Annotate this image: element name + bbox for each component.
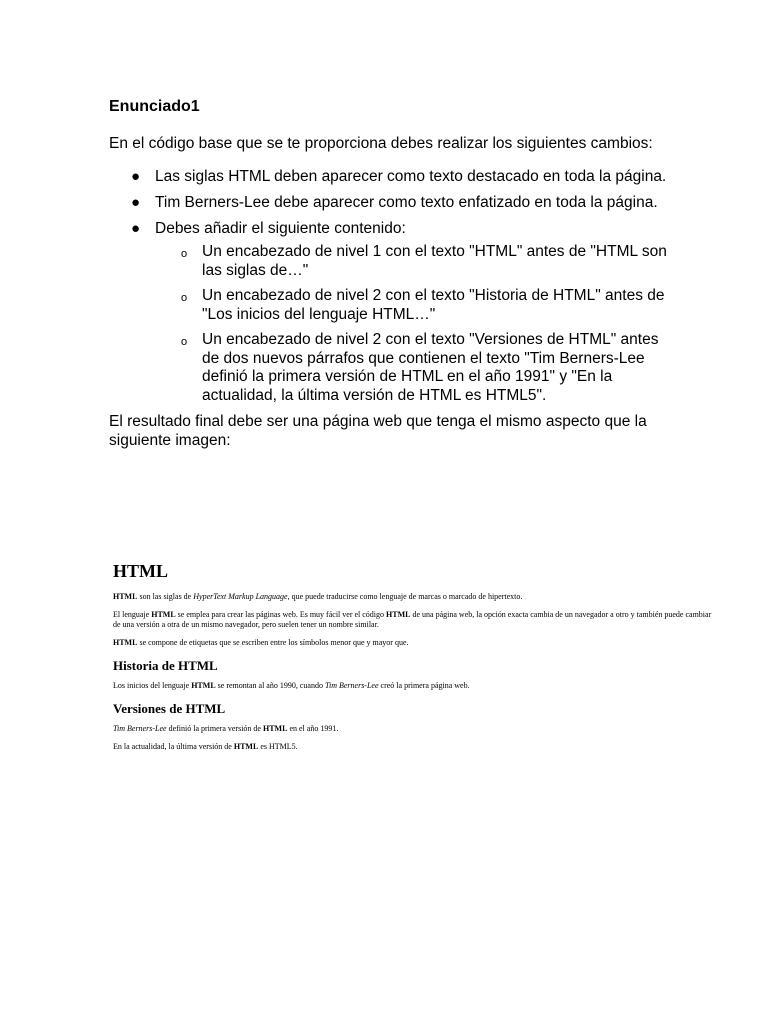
bullet-icon: ● (131, 168, 141, 185)
preview-italic-text: HyperText Markup Language (193, 592, 288, 601)
preview-text: es HTML5. (258, 742, 298, 751)
preview-paragraph (113, 610, 713, 630)
preview-text: de una página web, la opción exacta cambia de un navegador a otro y también puede cambiar de una versión a otra de un mismo navegador, pero suelen tener un nombre similar. (113, 610, 712, 629)
sub-list-item-text: Un encabezado de nivel 2 con el texto "Historia de HTML" antes de "Los inicios del lenguaje HTML…" (202, 287, 665, 323)
preview-italic-text: Tim Berners-Lee (324, 681, 379, 690)
preview-heading-2: Historia de HTML (113, 658, 218, 673)
circle-bullet-icon: o (181, 336, 188, 348)
preview-text: se compone de etiquetas que se escriben entre los símbolos menor que y mayor que. (137, 638, 409, 647)
preview-bold-text: HTML (113, 638, 138, 647)
preview-text: son las siglas de (137, 592, 194, 601)
preview-italic-text: Tim Berners-Lee (113, 724, 167, 733)
result-preview-image (113, 560, 713, 760)
bullet-icon: ● (131, 194, 141, 211)
instructions-document (109, 96, 669, 450)
requirements-list (109, 167, 669, 405)
preview-heading-1: HTML (113, 561, 169, 581)
bullet-icon: ● (131, 220, 141, 237)
outro-paragraph: El resultado final debe ser una página web que tenga el mismo aspecto que la siguiente imagen: (109, 413, 647, 449)
preview-paragraph (113, 592, 713, 602)
preview-bold-text: HTML (262, 724, 288, 733)
preview-bold-text: HTML (191, 681, 216, 690)
preview-paragraph (113, 681, 713, 691)
document-title: Enunciado1 (109, 98, 200, 115)
preview-text: Los inicios del lenguaje (113, 681, 192, 690)
preview-paragraph (113, 638, 713, 648)
preview-text: , que puede traducirse como lenguaje de marcas o marcado de hipertexto. (287, 592, 523, 601)
preview-text: En la actualidad, la última versión de (113, 742, 234, 751)
sub-list-item (155, 287, 669, 324)
list-item-text: Tim Berners-Lee debe aparecer como texto enfatizado en toda la página. (155, 194, 658, 211)
preview-text: se remontan al año 1990, cuando (215, 681, 325, 690)
preview-text: creó la primera página web. (378, 681, 470, 690)
sub-list-item (155, 331, 669, 405)
preview-bold-text: HTML (113, 592, 138, 601)
intro-paragraph: En el código base que se te proporciona debes realizar los siguientes cambios: (109, 135, 653, 152)
preview-text: definió la primera versión de (166, 724, 263, 733)
preview-bold-text: HTML (151, 610, 176, 619)
preview-text: se emplea para crear las páginas web. Es muy fácil ver el código (175, 610, 387, 619)
sub-list-item-text: Un encabezado de nivel 1 con el texto "HTML" antes de "HTML son las siglas de…" (202, 243, 667, 279)
preview-paragraph (113, 724, 713, 734)
sub-list-item (155, 243, 669, 280)
list-item (109, 193, 669, 212)
preview-bold-text: HTML (233, 742, 259, 751)
preview-text: en el año 1991. (287, 724, 339, 733)
list-item (109, 219, 669, 405)
preview-paragraph (113, 742, 713, 752)
list-item-text: Las siglas HTML deben aparecer como texto destacado en toda la página. (155, 168, 667, 185)
sub-list-item-text: Un encabezado de nivel 2 con el texto "Versiones de HTML" antes de dos nuevos párrafos que contienen el texto "Tim Berners-Lee definió la primera versión de HTML en el año 1991" y "En la actualidad, la última versión de HTML es HTML5". (202, 331, 659, 404)
list-item-text: Debes añadir el siguiente contenido: (155, 220, 406, 237)
circle-bullet-icon: o (181, 292, 188, 304)
list-item (109, 167, 669, 186)
preview-text: El lenguaje (113, 610, 152, 619)
circle-bullet-icon: o (181, 248, 188, 260)
preview-bold-text: HTML (386, 610, 411, 619)
content-sublist (155, 243, 669, 405)
preview-heading-2: Versiones de HTML (113, 701, 226, 716)
